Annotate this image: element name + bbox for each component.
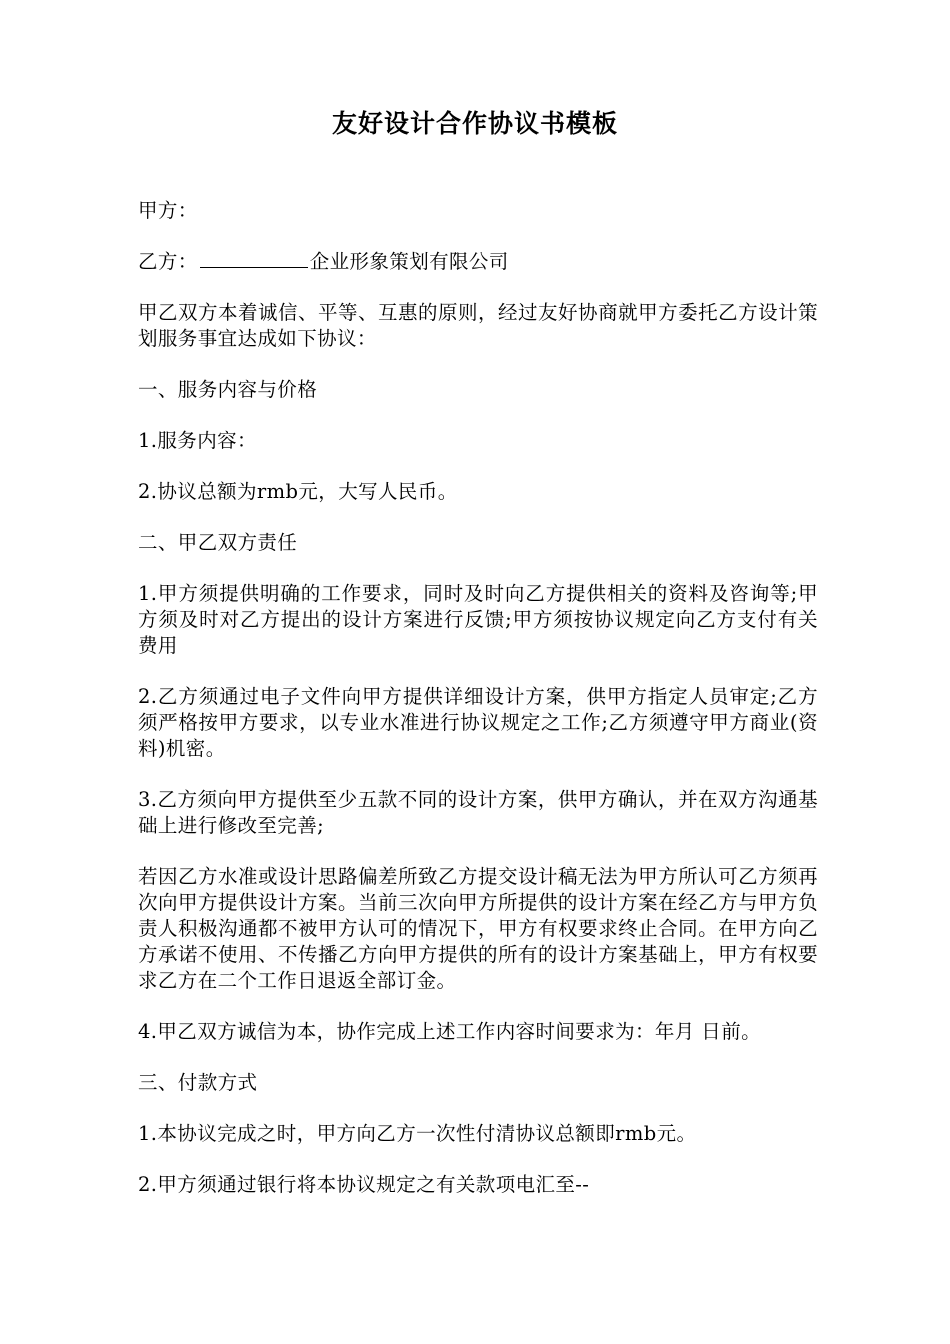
party-a-line: 甲方： bbox=[138, 199, 198, 222]
s2-item-3: 3.乙方须向甲方提供至少五款不同的设计方案，供甲方确认，并在双方沟通基础上进行修改至完善; bbox=[138, 788, 818, 837]
s2-item-2: 2.乙方须通过电子文件向甲方提供详细设计方案，供甲方指定人员审定;乙方须严格按甲方要求，以专业水准进行协议规定之工作;乙方须遵守甲方商业(资料)机密。 bbox=[138, 685, 818, 760]
party-b-company: 企业形象策划有限公司 bbox=[309, 250, 509, 273]
party-b-blank-underline bbox=[200, 249, 308, 268]
s1-item-2: 2.协议总额为rmb元，大写人民币。 bbox=[138, 480, 458, 503]
intro-paragraph: 甲乙双方本着诚信、平等、互惠的原则，经过友好协商就甲方委托乙方设计策划服务事宜达成如下协议： bbox=[138, 301, 818, 350]
document-body bbox=[138, 198, 818, 1223]
s3-item-2: 2.甲方须通过银行将本协议规定之有关款项电汇至-- bbox=[138, 1173, 590, 1196]
section2-heading: 二、甲乙双方责任 bbox=[138, 531, 298, 554]
party-b-line bbox=[138, 249, 818, 275]
s1-item-1: 1.服务内容： bbox=[138, 429, 257, 452]
party-b-label: 乙方： bbox=[138, 250, 198, 273]
s2-item-1: 1.甲方须提供明确的工作要求，同时及时向乙方提供相关的资料及咨询等;甲方须及时对乙方提出的设计方案进行反馈;甲方须按协议规定向乙方支付有关费用 bbox=[138, 582, 818, 657]
s2-item-4: 4.甲乙双方诚信为本，协作完成上述工作内容时间要求为：年月 日前。 bbox=[138, 1020, 762, 1043]
section1-heading: 一、服务内容与价格 bbox=[138, 378, 318, 401]
s3-item-1: 1.本协议完成之时，甲方向乙方一次性付清协议总额即rmb元。 bbox=[138, 1122, 697, 1145]
section3-heading: 三、付款方式 bbox=[138, 1071, 258, 1094]
document-title: 友好设计合作协议书模板 bbox=[331, 109, 618, 138]
s2-note: 若因乙方水准或设计思路偏差所致乙方提交设计稿无法为甲方所认可乙方须再次向甲方提供设计方案。当前三次向甲方所提供的设计方案在经乙方与甲方负责人积极沟通都不被甲方认可的情况下，甲方有权要求终止合同。在甲方向乙方承诺不使用、不传播乙方向甲方提供的所有的设计方案基础上，甲方有权要求乙方在二个工作日退返全部订金。 bbox=[138, 865, 818, 992]
